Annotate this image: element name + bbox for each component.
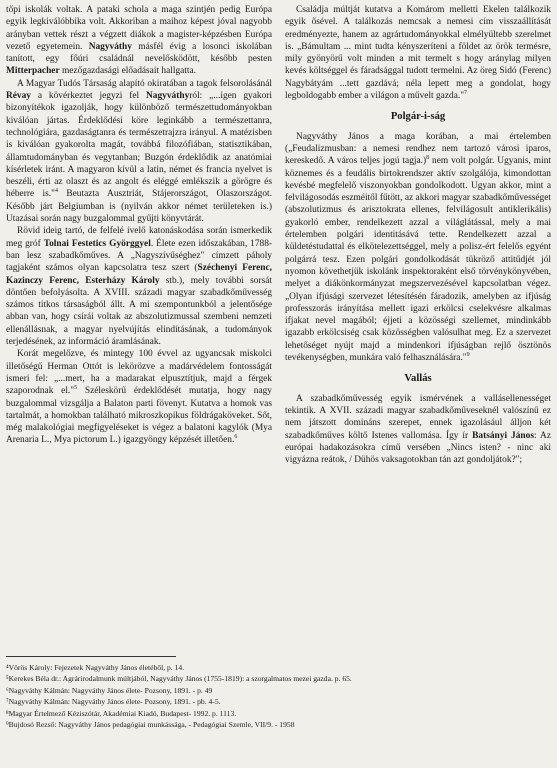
section-heading-vallas: Vallás: [404, 373, 432, 385]
footnote-divider: [6, 656, 176, 657]
footnote-8: ⁸Magyar Értelmező Kéziszótár, Akadémiai Kiadó, Budapest- 1992. p. 1113.: [6, 708, 237, 718]
left-paragraph-3: Rövid ideig tartó, de felfelé ívelő katonáskodása során ismerkedik meg gróf Tolnai Festetics Györggyel. Élete ezen időszakában, 1788-ban lesz szabadkőműves. A „Nagyszívűséghez" címzett páholy tagjaként számos olyan kapcsolatra tesz szert (Széchenyi Ferenc, Kazinczy Ferenc, Esterházy Károly stb.), mely további sorsát döntően befolyásolta. A XVIII. századi magyar szabadkőművesség számos titkos társaságból állt. A mi szempontunkból a jelentősége abban van, hogy csírái voltak az abszolutizmussal szembeni nemzeti ellenállásnak, a magyar nyelvújítás elindításának, a tudományok terjedésének, az információ áramlásának.: [6, 226, 273, 348]
section-heading-polgarisag: Polgár-i-ság: [390, 111, 446, 123]
footnote-4: ⁴Vörös Károly: Fejezetek Nagyváthy János életéből, p. 14.: [6, 663, 185, 672]
right-column: [285, 4, 551, 466]
left-paragraph-1: tőpi iskolák voltak. A pataki schola a maga szintjén pedig Európa egyik legkiválóbbika volt. Akkoriban a maihoz képest jóval nagyobb arányban vettek részt a végzett diákok a magister-képzésben Európa vezető egyetemein. Nagyváthy másfél évig a losonci iskolában tanított, egy főúri családnál nevelősködött, később pesten Mitterpacher mezőgazdasági előadásait hallgatta.: [6, 5, 272, 77]
left-paragraph-2: A Magyar Tudós Társaság alapító okiratában a tagok felsorolásánál Révay a kövérkeztet jegyzi fel Nagyváthyról: „...igen gyakori bizonyítékok igazolják, hogy különböző természettudományokban kiválóan jártas. Érdeklődési köre leginkább a természettanra, technológiára, gazdaságtanra és természetrajzra irányul. A matézisben is kiválóan gyakorolta magát, továbbá filozófiában, statisztikában, államtudományban és vegytanban; Buzgón érdeklődik az anatómiai kísérletek iránt. A magyaron kívül a latin, német és francia nyelvet is beszéli, érti az olaszt és az angolt és eléggé emlékszik a görögre és héberre is."$^4$ Beutazta Ausztriát, Stájerországot, Olaszországot. Később járt Belgiumban is (nyilván akkor német területeken is.) Utazásai során nagy buzgalommal gyűjti könyvtárát.: [6, 78, 273, 225]
footnote-5: ⁵Kerekes Béla dr.: Agrárirodalmunk múltjából, Nagyváthy János (1755-1819): a szorgalmatos mezei gazda. p. 65.: [6, 674, 352, 684]
right-intro-paragraph: Családja múltját kutatva a Komárom melletti Ekelen találkozik egyik ősével. A találkozás nemcsak a nemesi cím visszaállítását eredményezte, hanem az agrártudományokkal elmélyültebb szerelmet is. „Bámultam ... mint tudta kényszeríteni a földet az örök termésre, mily gyönyörű volt minden a mit termelt s hogy aránylag milyen kevés költséggel és fáradsággal tudott termelni. Az öreg Sidó (Ferenc) Nagybátyám ...tett gazdává; néla lepett meg a gondolat, hogy legboldogabb ember a világon a művelt gazda."$^7$: [285, 5, 551, 102]
footnotes: [6, 662, 551, 730]
right-paragraph-polgarisag: Nagyváthy János a maga korában, a mai értelemben („Feudalizmusban: a nemesi rendhez nem tartozó városi iparos, kereskedő. A város teljes jogú tagja.)$^8$ nem volt polgár. Ugyanis, mint köznemes és a feudális birtokrendszer aktív szolgálója, kimondottan kevésbé megfelelő viszonyokban gondolkodott. Ugyan akkor, mint a felvilágosodás eszméitől fűtött, az akkori magyar szabadkőművességet (abszolutizmus és arisztokrata ellenes, felvilágosult antiklerikális) gyakorló ember, rendelkezett azzal a világlátással, mely a mai értelemben polgári identitásává tette. Rendelkezett azzal a küldetéstudattal és elkötelezettséggel, mely a polisz-ért felelős egyént polgárrá tesz. Ezen polgári gondolkodását tükröző attitűdjét jól nyomon követhetjük iskolánk inspektoraként első törvénykönyvében, melyet a diákönkormányzat megszervezésével kapcsolatban végez. „Olyan ifjúsági szervezet létesítésén fáradozik, amelyben az ifjúság professzorás irányítása mellett igazi erkölcsi cselekvésre alkalmas ifjakat nevel magából; éjjeti a közösségi szellemet, mindinkább igazabb erkölcsiség csak közösségben valósulhat meg. Ez a szervezet lehetőséget nyújt majd a mindenkori ifjúságban rejlő ösztönös tevékenységben, munkára való felhasználására."$^9$: [285, 131, 551, 364]
left-paragraph-4: Korát megelőzve, és mintegy 100 évvel az ugyancsak miskolci illetőségű Herman Ottót is lekörözve a madárvédelem fontosságát ismeri fel: „...mert, ha a madarakat elpusztítjuk, majd a férgek szaporodnak el."$^5$ Széleskörű érdeklődését mutatja, hogy nagy buzgalommal vizsgálja a Balaton parti fövenyt. Kutatva a homok vas tartalmát, a homokban található mikroszkopikus földrágaköveket. Sőt, még malakológiai megfigyeléseket is végez a balatoni kagylók (Mya Arenaria L., Mya pictorum L.) igazgyöngy képzését illetően.$^6$: [6, 349, 272, 446]
right-paragraph-vallas: A szabadkőművesség egyik ismérvének a vallásellenességet tekintik. A XVII. századi magyar szabadkőműveseknél valószínű ez nem játszott domináns szerepet, ennek igazolásául álljon két szabadkőműves költő Istenes vallomása. Így ír Batsányi János: Az európai hadakozásokra című versében „Nincs isten? - ninc aki vigyázna reátok, / Dühös vaksagotokban tán azt gondoljátok?";: [285, 393, 551, 466]
left-column: [6, 4, 272, 447]
footnote-7: ⁷Nagyváthy Kálmán: Nagyváthy János élete- Pozsony, 1891. - pb. 4-5.: [6, 697, 221, 707]
footnote-9: ⁹Bujdosó Rezső: Nagyváthy János pedagógiai munkássága, - Pedagógiai Szemle, VII/9. - 1958: [6, 720, 295, 730]
footnote-6: ⁶Nagyváthy Kálmán: Nagyváthy János élete- Pozsony, 1891. - p. 49: [6, 685, 213, 695]
